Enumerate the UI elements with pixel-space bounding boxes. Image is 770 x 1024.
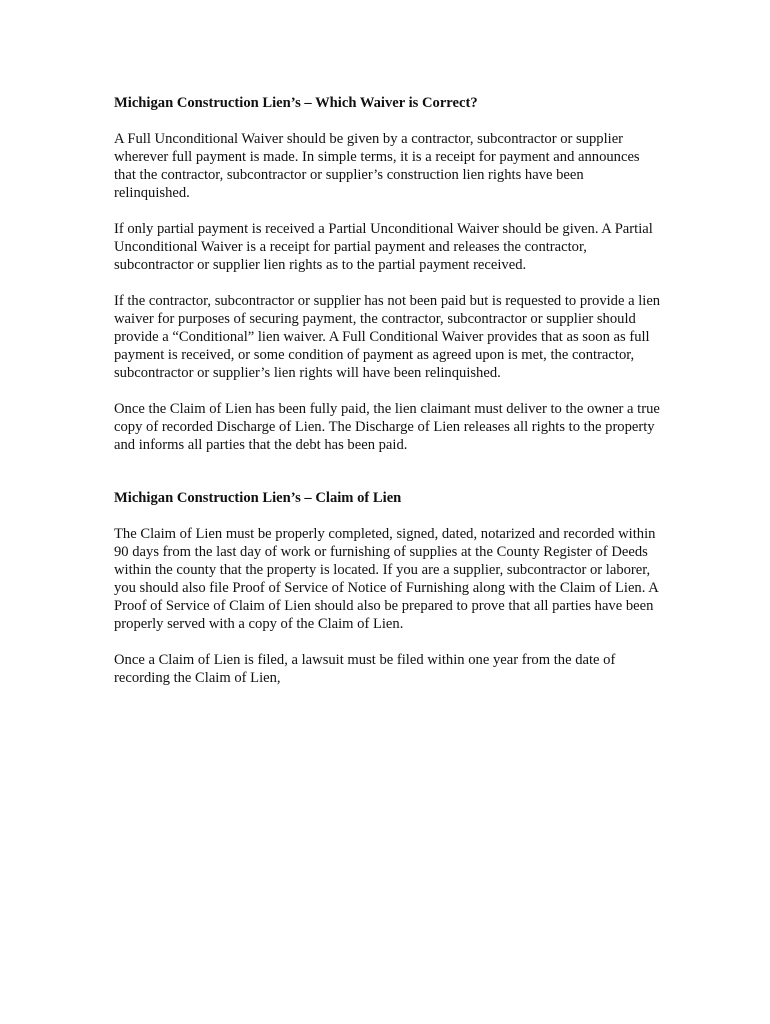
paragraph-lawsuit-deadline: Once a Claim of Lien is filed, a lawsuit must be filed within one year from the date of recording the Claim of Lien, (114, 652, 616, 686)
paragraph-discharge: Once the Claim of Lien has been fully paid, the lien claimant must deliver to the owner a true copy of recorded Discharge of Lien. The Discharge of Lien releases all rights to the property and informs all parties that the debt has been paid. (114, 401, 660, 453)
section-heading-claim: Michigan Construction Lien’s – Claim of Lien (114, 490, 402, 506)
paragraph-conditional: If the contractor, subcontractor or supplier has not been paid but is requested to provide a lien waiver for purposes of securing payment, the contractor, subcontractor or supplier should provide a “Conditional” lien waiver. A Full Conditional Waiver provides that as soon as full payment is received, or some condition of payment as agreed upon is met, the contractor, subcontractor or supplier’s lien rights will have been relinquished. (114, 293, 661, 381)
section-spacer (114, 472, 662, 489)
paragraph-full-unconditional: A Full Unconditional Waiver should be given by a contractor, subcontractor or supplier wherever full payment is made. In simple terms, it is a receipt for payment and announces that the contractor, subcontractor or supplier’s construction lien rights have been relinquished. (114, 131, 640, 201)
paragraph-partial-unconditional: If only partial payment is received a Partial Unconditional Waiver should be given. A Partial Unconditional Waiver is a receipt for partial payment and releases the contractor, subcontractor or supplier lien rights as to the partial payment received. (114, 221, 653, 273)
paragraph-claim-requirements: The Claim of Lien must be properly completed, signed, dated, notarized and recorded within 90 days from the last day of work or furnishing of supplies at the County Register of Deeds within the county that the property is located. If you are a supplier, subcontractor or laborer, you should also file Proof of Service of Notice of Furnishing along with the Claim of Lien. A Proof of Service of Claim of Lien should also be prepared to prove that all parties have been properly served with a copy of the Claim of Lien. (114, 526, 658, 632)
section-heading-waiver: Michigan Construction Lien’s – Which Waiver is Correct? (114, 95, 478, 111)
document-page (114, 94, 662, 705)
